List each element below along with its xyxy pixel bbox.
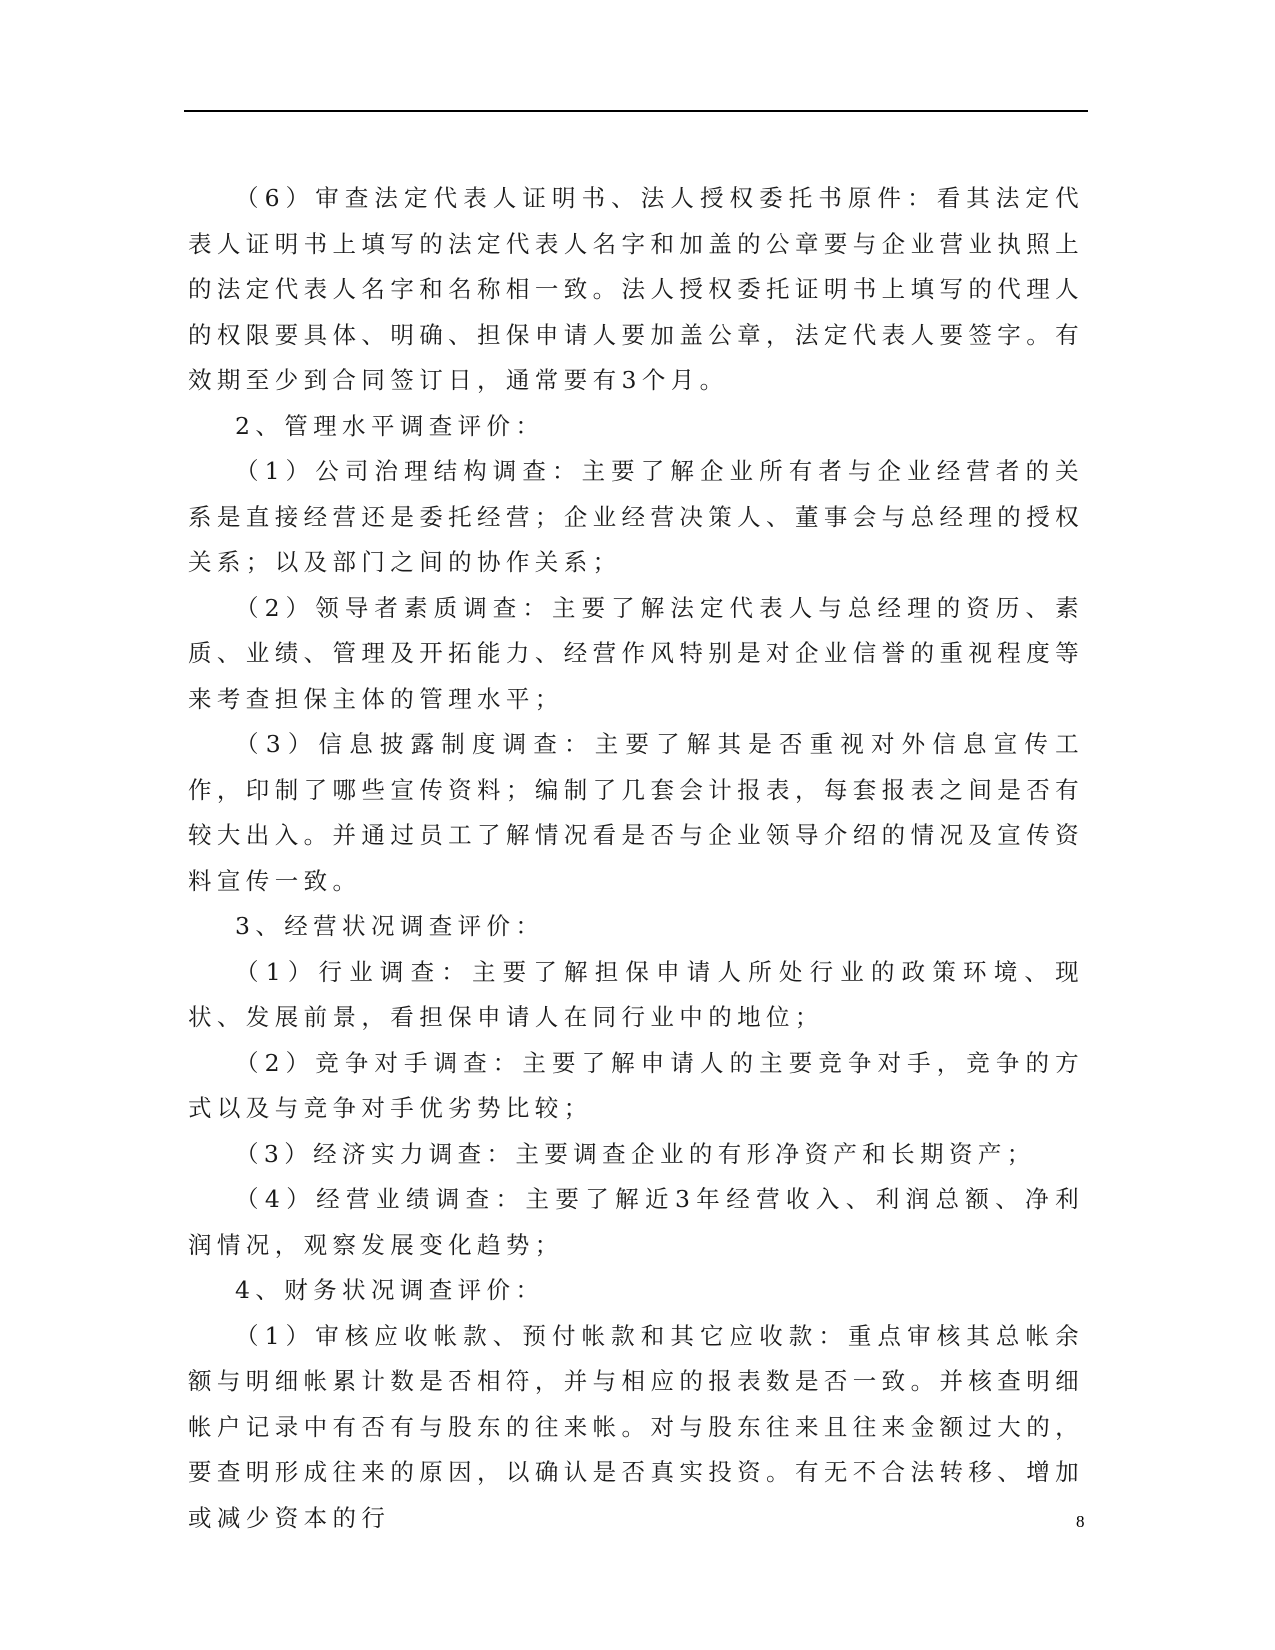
paragraph-industry-survey: （1）行业调查：主要了解担保申请人所处行业的政策环境、现状、发展前景，看担保申请人在同行业中的地位； [188,957,1084,1031]
paragraph-business-performance: （4）经营业绩调查：主要了解近3年经营收入、利润总额、净利润情况，观察发展变化趋势； [188,1185,1084,1259]
paragraph-economic-strength: （3）经济实力调查：主要调查企业的有形净资产和长期资产； [235,1139,1036,1168]
paragraph-leader-quality: （2）领导者素质调查：主要了解法定代表人与总经理的资历、素质、业绩、管理及开拓能力、经营作风特别是对企业信誉的重视程度等来考查担保主体的管理水平； [188,593,1084,713]
page-number: 8 [1076,1512,1085,1531]
document-body [188,176,1084,1541]
heading-management-evaluation: 2、管理水平调查评价： [235,411,545,440]
heading-financial-evaluation: 4、财务状况调查评价： [235,1276,545,1304]
paragraph-legal-rep-review: （6）审查法定代表人证明书、法人授权委托书原件：看其法定代表人证明书上填写的法定代表人名字和加盖的公章要与企业营业执照上的法定代表人名字和名称相一致。法人授权委托证明书上填写的代理人的权限要具体、明确、担保申请人要加盖公章，法定代表人要签字。有效期至少到合同签订日，通常要有3个月。 [188,184,1084,394]
paragraph-information-disclosure: （3）信息披露制度调查：主要了解其是否重视对外信息宣传工作，印制了哪些宣传资料；编制了几套会计报表，每套报表之间是否有较大出入。并通过员工了解情况看是否与企业领导介绍的情况及宣传资料宣传一致。 [188,730,1084,895]
header-rule [184,110,1088,112]
paragraph-receivables-review: （1）审核应收帐款、预付帐款和其它应收款：重点审核其总帐余额与明细帐累计数是否相符，并与相应的报表数是否一致。并核查明细帐户记录中有否有与股东的往来帐。对与股东往来且往来金额过大的，要查明形成往来的原因，以确认是否真实投资。有无不合法转移、增加或减少资本的行 [188,1321,1084,1532]
paragraph-governance-structure: （1）公司治理结构调查：主要了解企业所有者与企业经营者的关系是直接经营还是委托经营；企业经营决策人、董事会与总经理的授权关系；以及部门之间的协作关系； [188,457,1084,576]
paragraph-competitor-survey: （2）竞争对手调查：主要了解申请人的主要竞争对手，竞争的方式以及与竞争对手优劣势比较； [188,1048,1084,1122]
heading-operation-evaluation: 3、经营状况调查评价： [235,912,545,940]
